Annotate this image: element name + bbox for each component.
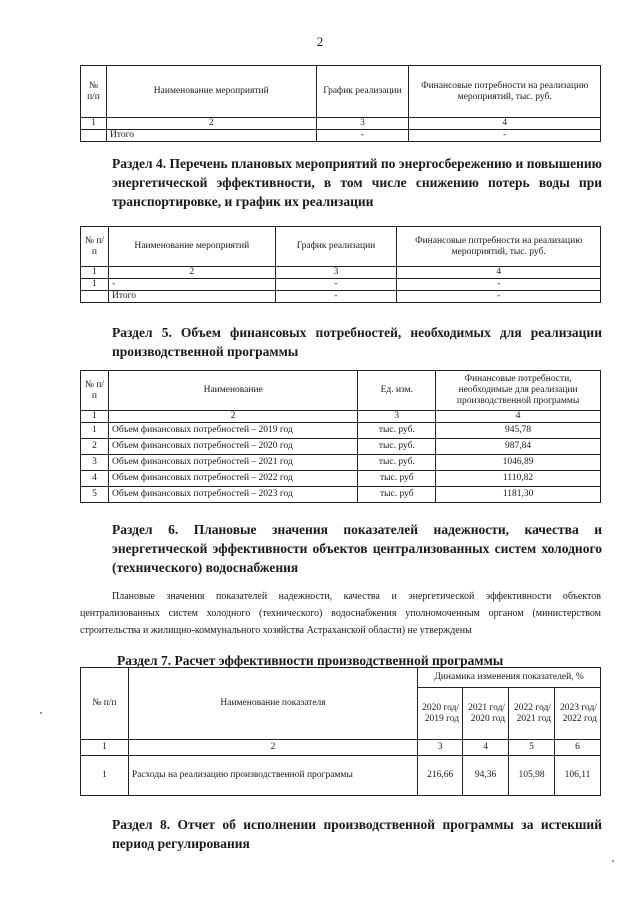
t2-index-3: 3	[275, 267, 397, 279]
t4-row-v3: 105,98	[509, 756, 555, 796]
t3-r3-num: 3	[81, 455, 109, 471]
t3-header-finance: Финансовые потребности, необходимые для реализации производственной программы	[436, 371, 601, 411]
section-8-title: Раздел 8. Отчет об исполнении производственной программы за истекший период регулирования	[112, 817, 602, 851]
t2-row1-name: -	[108, 279, 275, 291]
t2-total-c4: -	[397, 291, 601, 303]
t2-index-4: 4	[397, 267, 601, 279]
t2-header-name: Наименование мероприятий	[108, 227, 275, 267]
t3-r5-name: Объем финансовых потребностей – 2023 год	[108, 487, 357, 503]
t3-r3-unit: тыс. руб.	[358, 455, 436, 471]
t4-index-3: 3	[418, 740, 463, 756]
section-6-title: Раздел 6. Плановые значения показателей надежности, качества и энергетической эффективности объектов централизованных систем холодного (технического) водоснабжения	[112, 522, 602, 575]
t2-index-2: 2	[108, 267, 275, 279]
t1-index-3: 3	[316, 118, 409, 130]
t3-index-1: 1	[81, 411, 109, 423]
t2-total-c3: -	[275, 291, 397, 303]
t1-total-label: Итого	[106, 130, 316, 142]
t2-total-num	[81, 291, 109, 303]
table-2	[80, 226, 601, 303]
t3-r2-value: 987,84	[436, 439, 601, 455]
t4-index-4: 4	[463, 740, 509, 756]
t1-header-schedule: График реализации	[316, 66, 409, 118]
t1-total-c4: -	[409, 130, 601, 142]
t3-header-unit: Ед. изм.	[358, 371, 436, 411]
t4-index-1: 1	[81, 740, 129, 756]
t3-r2-name: Объем финансовых потребностей – 2020 год	[108, 439, 357, 455]
t1-index-4: 4	[409, 118, 601, 130]
t4-header-num: № п/п	[81, 668, 129, 740]
table-row	[81, 487, 601, 503]
t1-index-2: 2	[106, 118, 316, 130]
t2-row1-c3: -	[275, 279, 397, 291]
t3-index-2: 2	[108, 411, 357, 423]
t4-row-v4: 106,11	[555, 756, 601, 796]
t3-r1-unit: тыс. руб.	[358, 423, 436, 439]
t3-r3-name: Объем финансовых потребностей – 2021 год	[108, 455, 357, 471]
t1-index-1: 1	[81, 118, 107, 130]
t3-r1-value: 945,78	[436, 423, 601, 439]
t4-index-2: 2	[128, 740, 417, 756]
table-3	[80, 370, 601, 503]
t3-r3-value: 1046,89	[436, 455, 601, 471]
t1-header-name: Наименование мероприятий	[106, 66, 316, 118]
t4-year-4: 2023 год/ 2022 год	[555, 688, 601, 740]
t2-header-finance: Финансовые потребности на реализацию мероприятий, тыс. руб.	[397, 227, 601, 267]
t4-year-3: 2022 год/ 2021 год	[509, 688, 555, 740]
t3-r2-unit: тыс. руб.	[358, 439, 436, 455]
t4-header-name: Наименование показателя	[128, 668, 417, 740]
scan-speck	[612, 860, 614, 862]
t4-year-2: 2021 год/ 2020 год	[463, 688, 509, 740]
table-4	[80, 667, 601, 796]
t2-header-schedule: График реализации	[275, 227, 397, 267]
section-7-title: Раздел 7. Расчет эффективности производственной программы	[117, 653, 504, 668]
t4-row-num: 1	[81, 756, 129, 796]
t3-index-3: 3	[358, 411, 436, 423]
t1-header-finance: Финансовые потребности на реализацию мероприятий, тыс. руб.	[409, 66, 601, 118]
t3-r1-num: 1	[81, 423, 109, 439]
scan-speck	[40, 712, 42, 714]
table-row	[81, 423, 601, 439]
t3-header-num: № п/п	[81, 371, 109, 411]
t4-header-dynamics: Динамика изменения показателей, %	[418, 668, 601, 688]
t3-r1-name: Объем финансовых потребностей – 2019 год	[108, 423, 357, 439]
t3-r4-unit: тыс. руб	[358, 471, 436, 487]
t3-r5-value: 1181,30	[436, 487, 601, 503]
t4-index-5: 5	[509, 740, 555, 756]
t2-row1-num: 1	[81, 279, 109, 291]
section-4-title: Раздел 4. Перечень плановых мероприятий по энергосбережению и повышению энергетической эффективности, в том числе снижению потерь воды при транспортировке, и график их реализации	[112, 156, 602, 209]
t3-r5-num: 5	[81, 487, 109, 503]
section-5-title: Раздел 5. Объем финансовых потребностей, необходимых для реализации производственной программы	[112, 325, 602, 359]
t1-total-num	[81, 130, 107, 142]
t3-index-4: 4	[436, 411, 601, 423]
t1-header-num: № п/п	[81, 66, 107, 118]
t3-r4-name: Объем финансовых потребностей – 2022 год	[108, 471, 357, 487]
t4-year-1: 2020 год/ 2019 год	[418, 688, 463, 740]
t3-r4-num: 4	[81, 471, 109, 487]
t3-header-name: Наименование	[108, 371, 357, 411]
t3-r5-unit: тыс. руб	[358, 487, 436, 503]
t4-row-name: Расходы на реализацию производственной программы	[128, 756, 417, 796]
table-row	[81, 471, 601, 487]
t2-header-num: № п/п	[81, 227, 109, 267]
t3-r4-value: 1110,82	[436, 471, 601, 487]
table-row	[81, 439, 601, 455]
t4-index-6: 6	[555, 740, 601, 756]
t4-row-v2: 94,36	[463, 756, 509, 796]
table-row	[81, 455, 601, 471]
t3-r2-num: 2	[81, 439, 109, 455]
t2-total-label: Итого	[108, 291, 275, 303]
t1-total-c3: -	[316, 130, 409, 142]
t2-index-1: 1	[81, 267, 109, 279]
t4-row-v1: 216,66	[418, 756, 463, 796]
t2-row1-c4: -	[397, 279, 601, 291]
page-number: 2	[316, 34, 324, 49]
section-6-paragraph: Плановые значения показателей надежности, качества и энергетической эффективности объектов централизованных систем холодного (технического) водоснабжения уполномоченным органом (министерством строительства и жилищно-коммунального хозяйства Астраханской области) не утверждены	[80, 591, 601, 636]
table-row	[81, 756, 601, 796]
table-1	[80, 65, 601, 142]
